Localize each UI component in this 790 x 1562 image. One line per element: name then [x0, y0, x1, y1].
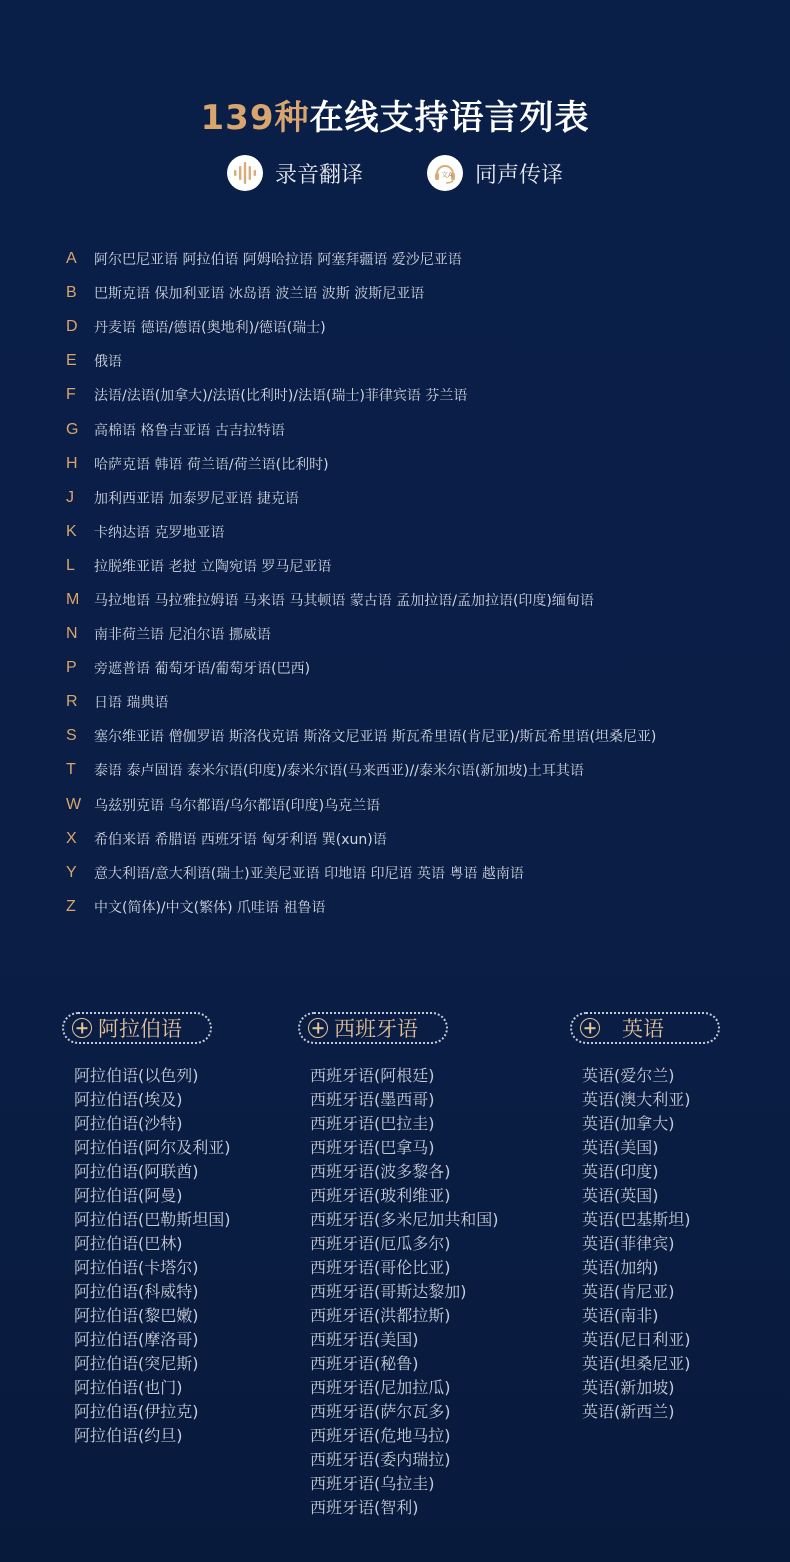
list-item: 阿拉伯语(巴林): [74, 1234, 183, 1253]
index-letter: S: [66, 727, 77, 745]
group-english: [570, 1012, 720, 1424]
list-item: [66, 719, 766, 753]
group-title: 英语: [622, 1017, 664, 1041]
page-title: [0, 90, 790, 139]
group-header: [62, 1012, 212, 1044]
svg-text:文A: 文A: [441, 171, 453, 179]
language-names: 高棉语 格鲁吉亚语 古吉拉特语: [94, 422, 285, 439]
language-names: 卡纳达语 克罗地亚语: [94, 524, 225, 541]
list-item: 西班牙语(秘鲁): [310, 1354, 419, 1373]
index-letter: T: [66, 761, 76, 779]
language-names: 塞尔维亚语 僧伽罗语 斯洛伐克语 斯洛文尼亚语 斯瓦希里语(肯尼亚)/斯瓦希里语(坦桑尼亚): [94, 729, 657, 746]
list-item: [66, 412, 766, 446]
index-letter: E: [66, 352, 77, 370]
index-letter: Z: [66, 897, 76, 915]
group-header: [298, 1012, 448, 1044]
plus-circle-icon: [72, 1018, 92, 1038]
language-names: 法语/法语(加拿大)/法语(比利时)/法语(瑞士)菲律宾语 芬兰语: [94, 388, 468, 405]
list-item: [66, 549, 766, 583]
list-item: [66, 822, 766, 856]
list-item: [66, 685, 766, 719]
language-names: 南非荷兰语 尼泊尔语 挪威语: [94, 627, 271, 644]
list-item: [66, 242, 766, 276]
list-item: 西班牙语(巴拉圭): [310, 1114, 435, 1133]
list-item: 西班牙语(洪都拉斯): [310, 1306, 451, 1325]
index-letter: B: [66, 284, 77, 302]
index-letter: L: [66, 556, 75, 574]
list-item: 西班牙语(波多黎各): [310, 1162, 451, 1181]
headset-interpreter-icon: [427, 155, 463, 191]
language-names: 哈萨克语 韩语 荷兰语/荷兰语(比利时): [94, 456, 329, 473]
list-item: [66, 310, 766, 344]
language-names: 泰语 泰卢固语 泰米尔语(印度)/泰米尔语(马来西亚)//泰米尔语(新加坡)土耳其语: [94, 763, 584, 780]
list-item: 阿拉伯语(阿尔及利亚): [74, 1138, 231, 1157]
list-item: 西班牙语(危地马拉): [310, 1426, 451, 1445]
list-item: 西班牙语(厄瓜多尔): [310, 1234, 451, 1253]
language-names: 乌兹别克语 乌尔都语/乌尔都语(印度)乌克兰语: [94, 797, 381, 814]
language-names: 丹麦语 德语/德语(奥地利)/德语(瑞士): [94, 320, 326, 337]
list-item: 英语(英国): [582, 1186, 659, 1205]
list-item: 英语(肯尼亚): [582, 1282, 675, 1301]
list-item: 西班牙语(墨西哥): [310, 1090, 435, 1109]
group-items: [298, 1064, 499, 1520]
list-item: [66, 753, 766, 787]
index-letter: X: [66, 829, 77, 847]
index-letter: G: [66, 420, 79, 438]
language-names: 阿尔巴尼亚语 阿拉伯语 阿姆哈拉语 阿塞拜疆语 爱沙尼亚语: [94, 252, 462, 269]
title-count: 139种: [200, 98, 310, 138]
plus-circle-icon: [308, 1018, 328, 1038]
list-item: 西班牙语(萨尔瓦多): [310, 1402, 451, 1421]
list-item: 阿拉伯语(约旦): [74, 1426, 183, 1445]
group-title: 阿拉伯语: [98, 1017, 182, 1041]
list-item: 英语(新西兰): [582, 1402, 675, 1421]
list-item: 阿拉伯语(突尼斯): [74, 1354, 199, 1373]
list-item: 阿拉伯语(卡塔尔): [74, 1258, 199, 1277]
index-letter: N: [66, 625, 78, 643]
feature-label: 录音翻译: [274, 162, 363, 188]
index-letter: K: [66, 522, 77, 540]
list-item: [66, 617, 766, 651]
list-item: 英语(澳大利亚): [582, 1090, 691, 1109]
list-item: 阿拉伯语(沙特): [74, 1114, 183, 1133]
index-letter: H: [66, 454, 78, 472]
list-item: 英语(印度): [582, 1162, 659, 1181]
list-item: [66, 856, 766, 890]
feature-simultaneous-interpretation: [427, 155, 563, 191]
feature-recording-translation: [227, 155, 363, 191]
language-names: 巴斯克语 保加利亚语 冰岛语 波兰语 波斯 波斯尼亚语: [94, 286, 425, 303]
list-item: 英语(美国): [582, 1138, 659, 1157]
index-letter: R: [66, 693, 78, 711]
language-names: 中文(简体)/中文(繁体) 爪哇语 祖鲁语: [94, 899, 326, 916]
index-letter: F: [66, 386, 76, 404]
index-letter: D: [66, 318, 78, 336]
sound-wave-icon: [227, 155, 263, 191]
index-letter: Y: [66, 863, 77, 881]
group-arabic: [62, 1012, 231, 1448]
list-item: 阿拉伯语(阿曼): [74, 1186, 183, 1205]
index-letter: A: [66, 250, 77, 268]
list-item: 西班牙语(哥斯达黎加): [310, 1282, 467, 1301]
list-item: 阿拉伯语(伊拉克): [74, 1402, 199, 1421]
list-item: [66, 515, 766, 549]
language-names: 加利西亚语 加泰罗尼亚语 捷克语: [94, 490, 299, 507]
list-item: 英语(加纳): [582, 1258, 659, 1277]
list-item: 西班牙语(美国): [310, 1330, 419, 1349]
list-item: 阿拉伯语(阿联酋): [74, 1162, 199, 1181]
list-item: 英语(巴基斯坦): [582, 1210, 691, 1229]
language-names: 俄语: [94, 354, 122, 371]
list-item: [66, 890, 766, 924]
language-names: 拉脱维亚语 老挝 立陶宛语 罗马尼亚语: [94, 558, 332, 575]
list-item: 英语(尼日利亚): [582, 1330, 691, 1349]
list-item: 西班牙语(哥伦比亚): [310, 1258, 451, 1277]
list-item: 西班牙语(智利): [310, 1498, 419, 1517]
list-item: 英语(加拿大): [582, 1114, 675, 1133]
list-item: 西班牙语(巴拿马): [310, 1138, 435, 1157]
list-item: 西班牙语(阿根廷): [310, 1066, 435, 1085]
list-item: 阿拉伯语(也门): [74, 1378, 183, 1397]
plus-circle-icon: [580, 1018, 600, 1038]
list-item: 英语(菲律宾): [582, 1234, 675, 1253]
language-names: 马拉地语 马拉雅拉姆语 马来语 马其顿语 蒙古语 孟加拉语/孟加拉语(印度)缅甸语: [94, 592, 594, 609]
list-item: [66, 378, 766, 412]
language-names: 希伯来语 希腊语 西班牙语 匈牙利语 巽(xun)语: [94, 831, 387, 848]
group-header: [570, 1012, 720, 1044]
list-item: [66, 481, 766, 515]
list-item: 西班牙语(委内瑞拉): [310, 1450, 451, 1469]
list-item: [66, 344, 766, 378]
list-item: 阿拉伯语(巴勒斯坦国): [74, 1210, 231, 1229]
list-item: [66, 651, 766, 685]
group-title: 西班牙语: [334, 1017, 418, 1041]
index-letter: P: [66, 659, 77, 677]
list-item: 西班牙语(乌拉圭): [310, 1474, 435, 1493]
list-item: [66, 788, 766, 822]
list-item: 西班牙语(尼加拉瓜): [310, 1378, 451, 1397]
list-item: [66, 583, 766, 617]
language-names: 意大利语/意大利语(瑞士)亚美尼亚语 印地语 印尼语 英语 粤语 越南语: [94, 865, 524, 882]
list-item: 阿拉伯语(以色列): [74, 1066, 199, 1085]
feature-label: 同声传译: [475, 162, 564, 188]
list-item: 阿拉伯语(科威特): [74, 1282, 199, 1301]
list-item: 西班牙语(玻利维亚): [310, 1186, 451, 1205]
list-item: [66, 447, 766, 481]
feature-row: [0, 155, 790, 191]
alphabetical-language-list: [66, 242, 766, 924]
list-item: 英语(南非): [582, 1306, 659, 1325]
list-item: 英语(爱尔兰): [582, 1066, 675, 1085]
list-item: 阿拉伯语(埃及): [74, 1090, 183, 1109]
language-names: 旁遮普语 葡萄牙语/葡萄牙语(巴西): [94, 661, 311, 678]
language-names: 日语 瑞典语: [94, 695, 169, 712]
list-item: [66, 276, 766, 310]
list-item: 阿拉伯语(黎巴嫩): [74, 1306, 199, 1325]
index-letter: M: [66, 590, 80, 608]
group-items: [570, 1064, 720, 1424]
group-spanish: [298, 1012, 499, 1520]
list-item: 阿拉伯语(摩洛哥): [74, 1330, 199, 1349]
index-letter: W: [66, 795, 82, 813]
title-text: 在线支持语言列表: [309, 98, 590, 138]
group-items: [62, 1064, 231, 1448]
list-item: 英语(新加坡): [582, 1378, 675, 1397]
index-letter: J: [66, 488, 74, 506]
list-item: 西班牙语(多米尼加共和国): [310, 1210, 499, 1229]
list-item: 英语(坦桑尼亚): [582, 1354, 691, 1373]
